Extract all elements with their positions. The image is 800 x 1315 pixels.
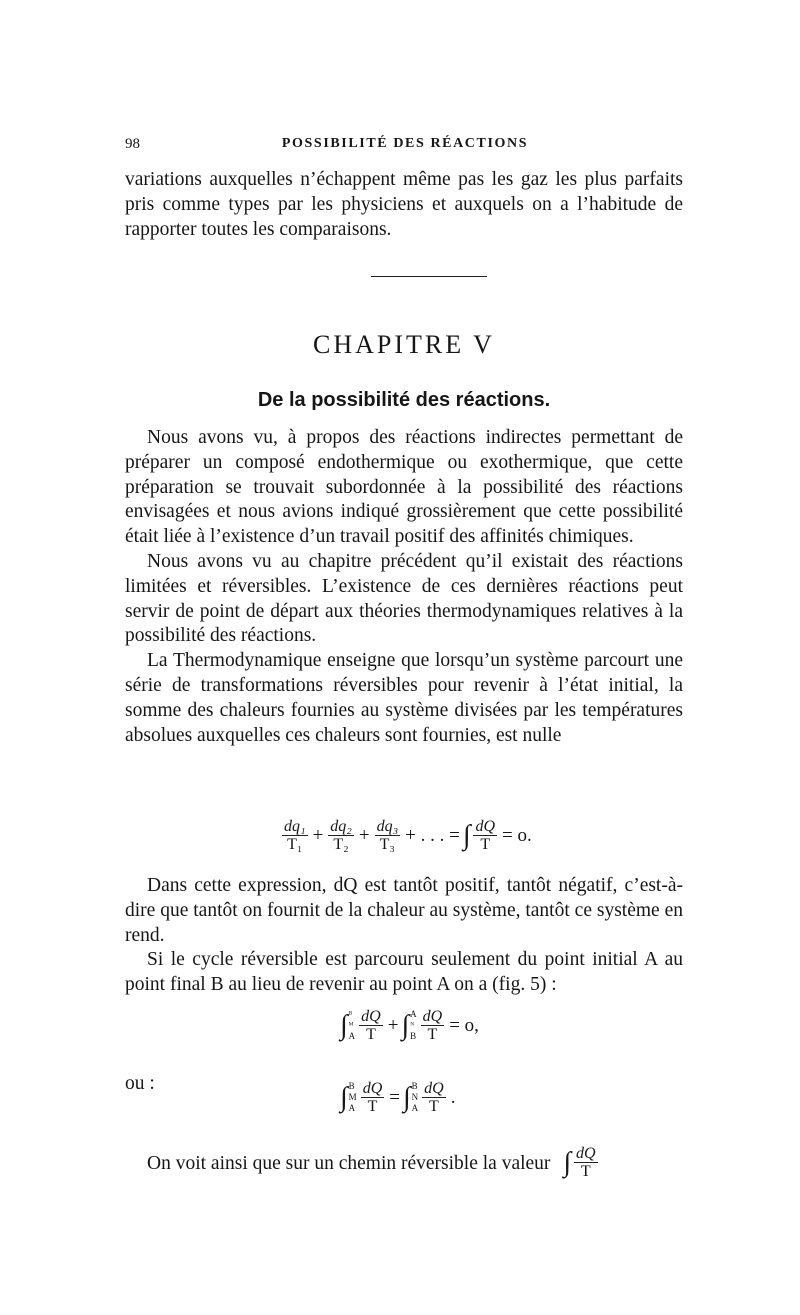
integral-sign: ∫	[462, 819, 471, 851]
running-title: POSSIBILITÉ DES RÉACTIONS	[281, 136, 529, 151]
paragraph-2: Nous avons vu au chapitre précédent qu’il existait des réactions limitées et réversibles. L’existence de ces dernières réactions peut servir de point de départ aux théories thermodynamiques relatives à la possibilité des réactions.	[125, 550, 683, 647]
equation-path-integrals: ∫ ᴮ ᴹ A $\frac{dQ}{T}$ + ∫ A ᴺ B $\frac{dQ}{T}$ = o,	[340, 1008, 479, 1043]
integrand-fraction: $\frac{dQ}{T}$	[361, 1008, 381, 1043]
closing-integral: ∫ $\frac{dQ}{T}$	[563, 1145, 596, 1180]
connector-text: ou :	[125, 1073, 155, 1094]
paragraph-1: Nous avons vu, à propos des réactions indirectes permettant de préparer un composé endothermique ou exothermique, que cette préparation se trouvait subordonnée à la possibilité des réactions envisagées et nous avions indiqué grossièrement que cette possibilité était liée à l’existence d’un travail positif des affinités chimiques.	[125, 427, 683, 548]
fraction-term-3: $\frac{\text{dq₃}}{\text{T₃}}$	[376, 818, 399, 853]
integrand-fraction: $\frac{dQ}{T}$	[424, 1080, 444, 1115]
section-divider	[371, 276, 487, 277]
integral-sign: ∫	[340, 1009, 348, 1041]
integral-limits: B M A	[348, 1081, 357, 1113]
closing-line	[147, 1147, 600, 1182]
fraction-term-1: $\frac{\text{dq₁}}{\text{T₁}}$	[284, 818, 306, 853]
chapter-heading: CHAPITRE V	[313, 330, 495, 359]
running-head	[125, 136, 685, 158]
equation-clausius-sum: $\frac{\text{dq₁}}{\text{T₁}}$ + $\frac{\text{dq₂}}{\text{T₂}}$ + $\frac{\text{dq₃}}{\text{T₃}}$ + . . . = ∫ $\frac{dQ}{T}$ = o.	[284, 818, 532, 853]
integral-limits: ᴮ ᴹ A	[348, 1009, 356, 1041]
body-paragraphs-2	[125, 874, 683, 998]
paragraph-5: Si le cycle réversible est parcouru seulement du point initial A au point final B au lieu de revenir au point A on a (fig. 5) :	[125, 949, 683, 996]
closing-text: On voit ainsi que sur un chemin réversible la valeur	[147, 1152, 551, 1174]
paragraph-4: Dans cette expression, dQ est tantôt positif, tantôt négatif, c’est-à-dire que tantôt on fournit de la chaleur au système, tantôt ce système en rend.	[125, 875, 683, 946]
equation-path-equality: ∫ B M A $\frac{dQ}{T}$ = ∫ B N A $\frac{dQ}{T}$ .	[340, 1080, 456, 1115]
integral-sign: ∫	[402, 1081, 411, 1113]
fraction-term-2: $\frac{\text{dq₂}}{\text{T₂}}$	[330, 818, 352, 853]
integral-limits: B N A	[411, 1081, 419, 1113]
integrand-fraction: $\frac{dQ}{T}$	[475, 818, 496, 853]
integrand-fraction: $\frac{dQ}{T}$	[422, 1008, 443, 1043]
integral-sign: ∫	[340, 1081, 348, 1113]
page-number: 98	[125, 136, 140, 152]
integral-limits: A ᴺ B	[410, 1009, 417, 1041]
intro-paragraph-block	[125, 168, 683, 242]
integral-sign: ∫	[401, 1009, 410, 1041]
body-paragraphs	[125, 426, 683, 748]
chapter-title: De la possibilité des réactions.	[257, 389, 551, 411]
paragraph-3: La Thermodynamique enseigne que lorsqu’un système parcourt une série de transformations réversibles pour revenir à l’état initial, la somme des chaleurs fournies au système divisées par les températures absolues auxquelles ces chaleurs sont fournies, est nulle	[125, 650, 683, 746]
intro-paragraph: variations auxquelles n’échappent même pas les gaz les plus parfaits pris comme types par les physiciens et auxquels on a l’habitude de rapporter toutes les comparaisons.	[125, 169, 683, 240]
integrand-fraction: $\frac{dQ}{T}$	[362, 1080, 383, 1115]
